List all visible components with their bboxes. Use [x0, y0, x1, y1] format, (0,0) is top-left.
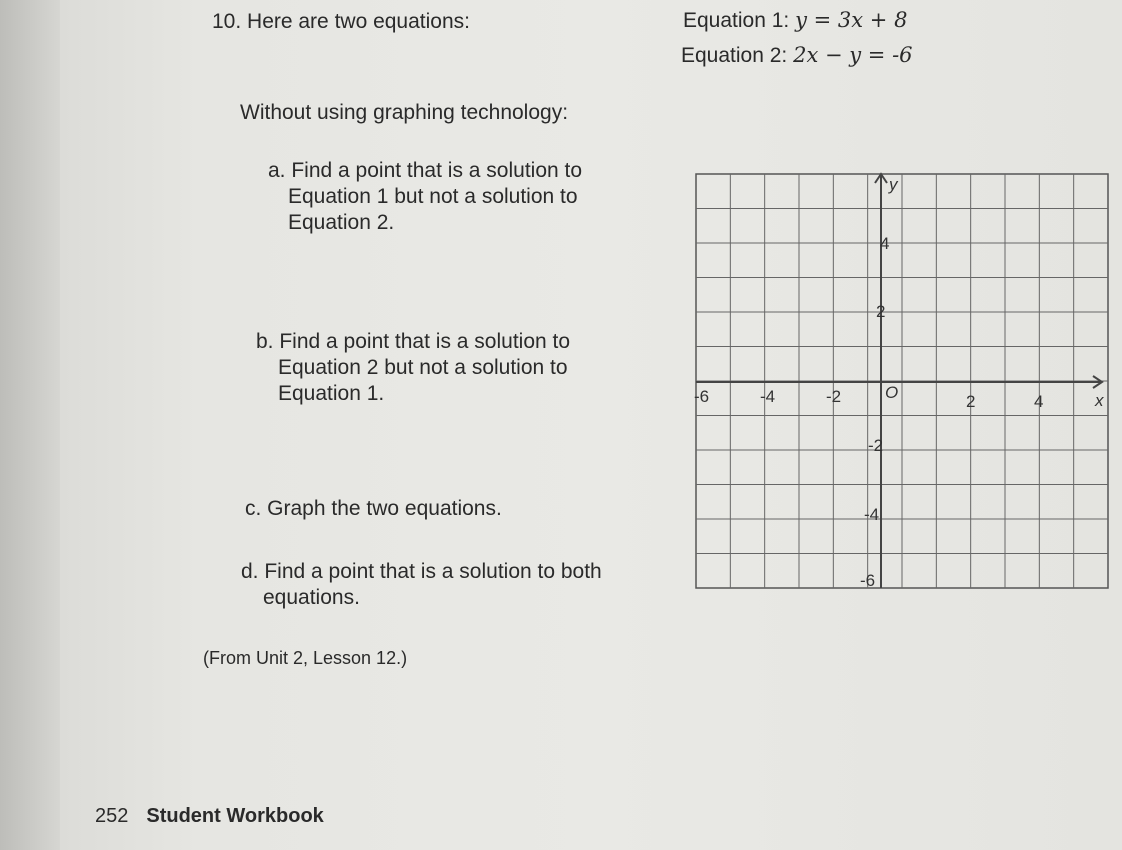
y-tick-label: -4: [864, 505, 880, 524]
page-footer: [95, 803, 324, 829]
part-c: c. Graph the two equations.: [245, 497, 502, 520]
part-d-line: d. Find a point that is a solution to both: [241, 560, 602, 583]
equation-1-expression: y = 3x + 8: [795, 8, 908, 32]
part-b-line: Equation 2 but not a solution to: [278, 356, 568, 379]
part-d-line: equations.: [263, 586, 360, 609]
y-tick-label: -2: [868, 436, 884, 455]
y-axis-label: y: [889, 175, 898, 194]
coordinate-grid[interactable]: [690, 160, 1115, 600]
source-note: (From Unit 2, Lesson 12.): [203, 648, 408, 668]
y-tick-label: 4: [880, 234, 890, 253]
y-tick-label: 2: [876, 302, 886, 321]
part-b-line: b. Find a point that is a solution to: [256, 330, 571, 353]
axes: [696, 174, 1102, 588]
x-axis-label: x: [1095, 391, 1104, 410]
part-a-line: Equation 2.: [288, 211, 395, 234]
y-tick-label: -6: [860, 571, 876, 590]
x-tick-label: -6: [694, 387, 710, 406]
part-a: [268, 158, 582, 236]
part-a-line: a. Find a point that is a solution to: [268, 159, 583, 182]
x-tick-label: 4: [1034, 392, 1044, 411]
equation-2-label: Equation 2:: [681, 44, 788, 67]
equation-2-expression: 2x − y = -6: [793, 43, 913, 67]
x-tick-label: 2: [966, 392, 976, 411]
x-tick-label: -4: [760, 387, 776, 406]
part-d: [241, 559, 602, 611]
question-title: 10. Here are two equations:: [212, 10, 470, 33]
page-number: 252: [95, 805, 129, 827]
part-b-line: Equation 1.: [278, 382, 385, 405]
origin-label: O: [885, 383, 899, 402]
part-a-line: Equation 1 but not a solution to: [288, 185, 578, 208]
page-edge: [0, 0, 60, 850]
book-title: Student Workbook: [146, 805, 324, 827]
equation-1-label: Equation 1:: [683, 9, 790, 32]
instruction-text: Without using graphing technology:: [240, 101, 569, 124]
x-tick-label: -2: [826, 387, 842, 406]
part-b: [256, 329, 570, 407]
equation-1: [683, 7, 907, 34]
equation-2: [681, 42, 913, 69]
